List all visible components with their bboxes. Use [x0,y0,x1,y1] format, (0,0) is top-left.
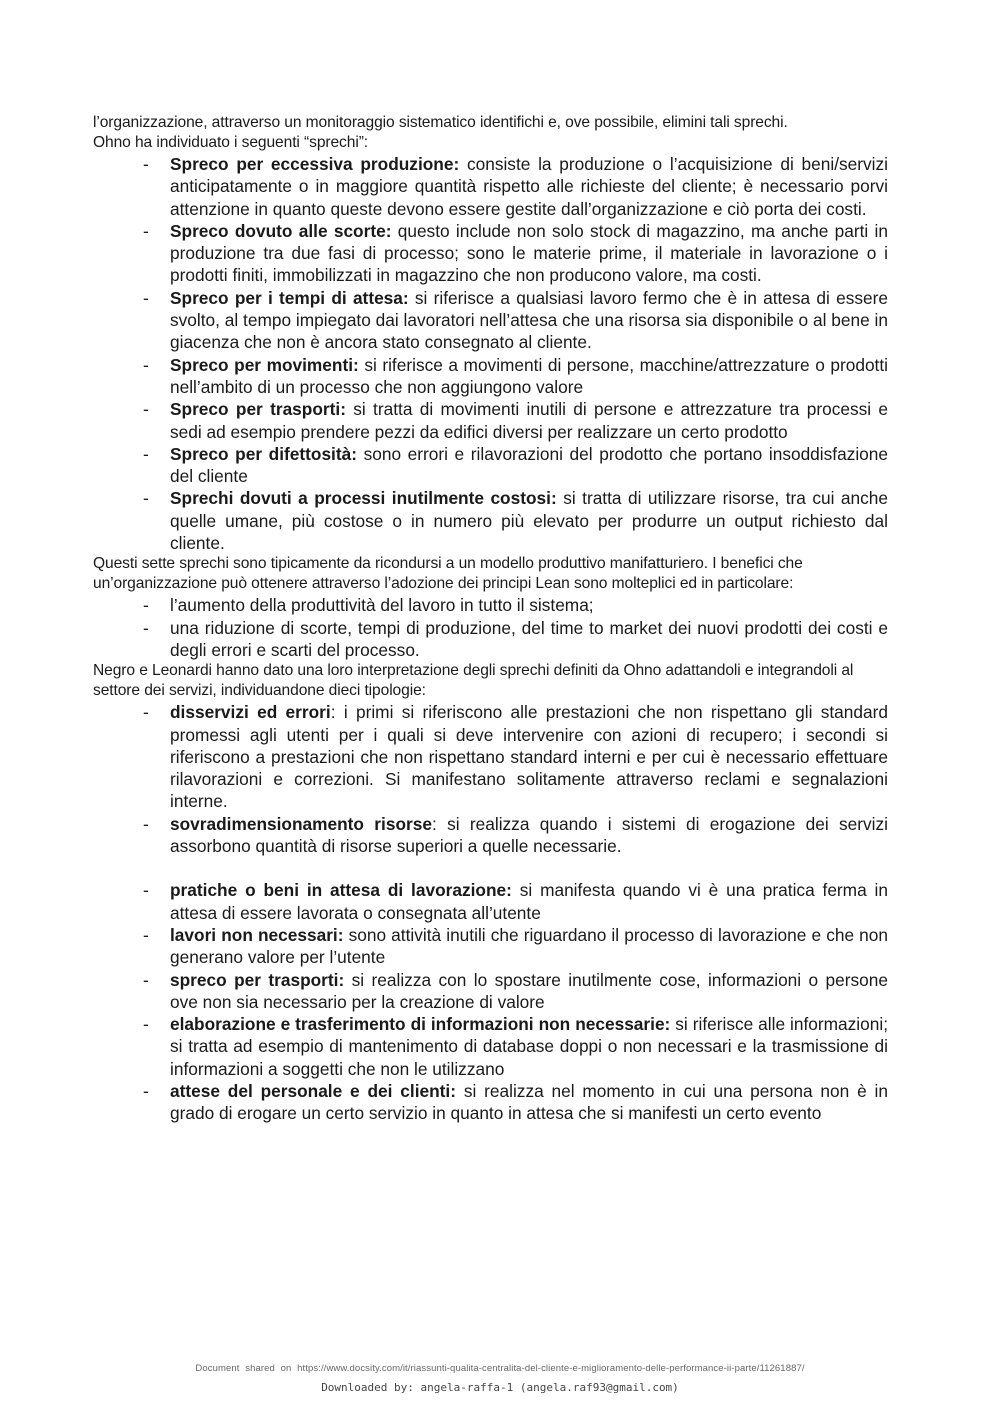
bullet-dash: - [143,880,149,901]
item-heading: pratiche o beni in attesa di lavorazione: [170,880,512,901]
bullet-dash: - [143,969,149,990]
item-text: si tratta di utilizzare risorse, tra cui anche quelle umane, più costose o in numero più elevato per produrre un output richiesto dal cliente. [170,488,888,554]
item-heading: Spreco per i tempi di attesa: [170,287,409,308]
item-heading: Spreco per trasporti: [170,399,346,420]
item-text: si riferisce a qualsiasi lavoro fermo che è in attesa di essere svolto, al tempo impiegato dai lavoratori nell’attesa che una risorsa sia disponibile o al bene in giacenza che non è ancora stato consegnato al cliente. [170,287,888,353]
list-item [93,220,888,287]
benefits-paragraph: Questi sette sprechi sono tipicamente da ricondursi a un modello produttivo manifatturiero. I benefici che un’organizzazione può ottenere attraverso l’adozione dei principi Lean sono molteplici ed in particolare: [93,555,803,593]
intro-line-1: l’organizzazione, attraverso un monitoraggio sistematico identifichi e, ove possibile, elimini tali sprechi. [93,114,788,131]
blank-gap [93,857,888,879]
list-item [93,443,888,488]
bullet-dash: - [143,1014,149,1035]
item-text: si realizza nel momento in cui una persona non è in grado di erogare un certo servizio in quanto in attesa che si manifesti un certo evento [170,1080,888,1124]
list-item [93,354,888,399]
list-item [93,813,888,858]
service-waste-list-a [93,701,888,857]
list-item [93,617,888,662]
list-item [93,487,888,554]
item-text: una riduzione di scorte, tempi di produzione, del time to market dei nuovi prodotti dei costi e degli errori e scarti del processo. [170,617,888,660]
list-item [93,1013,888,1080]
bullet-dash: - [143,399,149,420]
bullet-dash: - [143,443,149,464]
item-text: : i primi si riferiscono alle prestazioni che non rispettano gli standard promessi agli utenti per i quali si deve intervenire con azioni di recupero; i secondi si riferiscono a prestazioni che non rispettano standard interni e per cui è necessario effettuare rilavorazioni e correzioni. Si manifestano solitamente attraverso reclami e segnalazioni interne. [170,702,888,812]
item-heading: disservizi ed errori [170,702,331,723]
footer-shared-line: Document shared on https://www.docsity.com/it/riassunti-qualita-centralita-del-cliente-e-miglioramento-delle-performance-ii-parte/11261887/ [195,1363,805,1374]
item-text: si riferisce a movimenti di persone, macchine/attrezzature o prodotti nell’ambito di un processo che non aggiungono valore [170,354,888,397]
service-waste-list-b [93,879,888,1124]
ohno-waste-list [93,153,888,554]
item-text: : si realizza quando i sistemi di erogazione dei servizi assorbono quantità di risorse superiori a quelle necessarie. [170,813,888,857]
item-text: sono errori e rilavorazioni del prodotto che portano insoddisfazione del cliente [170,443,888,487]
item-heading: spreco per trasporti: [170,969,345,990]
item-text: si realizza con lo spostare inutilmente cose, informazioni o persone ove non sia necessario per la creazione di valore [170,969,889,1012]
item-heading: lavori non necessari: [170,924,344,945]
document-body [93,113,888,1125]
list-item [93,1080,888,1125]
item-heading: Spreco per eccessiva produzione: [170,154,460,174]
bullet-dash: - [143,702,149,723]
item-text: questo include non solo stock di magazzino, ma anche parti in produzione tra due fasi di processo; sono le materie prime, il materiale in lavorazione o i prodotti finiti, immobilizzati in magazzino che non producono valore, ma costi. [170,220,888,286]
item-text: si riferisce alle informazioni; si tratta ad esempio di mantenimento di database doppi o non necessari e la trasmissione di informazioni a soggetti che non le utilizzano [170,1014,889,1079]
item-text: si tratta di movimenti inutili di persone e attrezzature tra processi e sedi ad esempio prendere pezzi da edifici diversi per realizzare un certo prodotto [170,399,888,442]
negro-leonardi-paragraph: Negro e Leonardi hanno dato una loro interpretazione degli sprechi definiti da Ohno adattandoli e integrandoli al settore dei servizi, individuandone dieci tipologie: [93,662,854,700]
list-item [93,924,888,969]
footer-downloaded-line: Downloaded by: angela-raffa-1 (angela.raf93@gmail.com) [321,1381,679,1394]
bullet-dash: - [143,154,149,174]
item-heading: attese del personale e dei clienti: [170,1080,456,1101]
item-text: l’aumento della produttività del lavoro in tutto il sistema; [170,595,594,616]
list-item [93,594,888,616]
item-text: sono attività inutili che riguardano il processo di lavorazione e che non generano valore per l’utente [170,924,888,968]
list-item [93,969,888,1014]
list-item [93,287,888,354]
item-heading: Spreco per movimenti: [170,354,359,375]
item-heading: Spreco per difettosità: [170,443,357,464]
bullet-dash: - [143,813,149,834]
bullet-dash: - [143,354,149,375]
bullet-dash: - [143,617,149,638]
list-item [93,398,888,443]
item-heading: Sprechi dovuti a processi inutilmente costosi: [170,488,557,509]
item-text: consiste la produzione o l’acquisizione di beni/servizi anticipatamente o in maggiore quantità rispetto alle richieste del cliente; è necessario porvi attenzione in quanto queste devono essere gestite dall’organizzazione e ciò porta dei costi. [170,154,888,219]
list-item [93,701,888,812]
bullet-dash: - [143,595,149,616]
bullet-dash: - [143,488,149,509]
item-text: si manifesta quando vi è una pratica ferma in attesa di essere lavorata o consegnata all’utente [170,880,888,923]
bullet-dash: - [143,924,149,945]
bullet-dash: - [143,287,149,308]
list-item [93,153,888,220]
benefits-list [93,594,888,661]
bullet-dash: - [143,220,149,241]
list-item [93,879,888,924]
intro-line-2: Ohno ha individuato i seguenti “sprechi”: [93,134,369,151]
item-heading: elaborazione e trasferimento di informazioni non necessarie: [170,1014,671,1035]
item-heading: sovradimensionamento risorse [170,813,432,834]
item-heading: Spreco dovuto alle scorte: [170,220,392,241]
bullet-dash: - [143,1080,149,1101]
